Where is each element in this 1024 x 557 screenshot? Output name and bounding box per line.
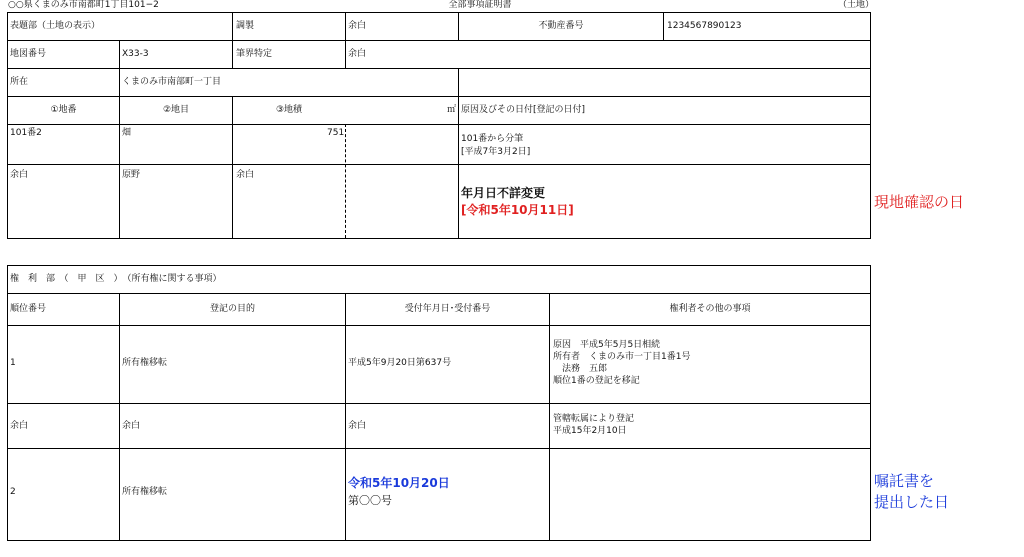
col-mokuteki: 登記の目的 (209, 304, 255, 314)
kenri-row3-uketsuke-no: 第〇〇号 (348, 494, 392, 507)
kenri-row2-mokuteki: 余白 (122, 421, 141, 431)
kenri-row1-uketsuke: 平成5年9月20日第637号 (348, 358, 452, 368)
hyodai-title: 表題部（土地の表示） (10, 21, 101, 31)
shozai-label: 所在 (10, 77, 29, 87)
col-chimoku: ②地目 (162, 105, 190, 115)
document-title: 全部事項証明書 (448, 0, 512, 10)
col-uketsuke: 受付年月日･受付番号 (404, 304, 491, 314)
row2-gen-in-2: [令和5年10月11日] (461, 203, 574, 217)
kenri-row2-uketsuke: 余白 (348, 421, 367, 431)
kenri-row1-juni: 1 (10, 358, 16, 368)
col-gen-in: 原因及びその日付[登記の日付] (461, 105, 586, 115)
kenri-row2-kenrisha: 管轄転属により登記 平成15年2月10日 (553, 414, 635, 436)
hikkai-value: 余白 (348, 49, 367, 59)
kenri-title: 権 利 部 （ 甲 区 ） （所有権に関する事項） (10, 274, 222, 284)
kenri-row2-juni: 余白 (10, 421, 29, 431)
chosei-label: 調製 (236, 21, 255, 31)
fudosan-value: 1234567890123 (667, 21, 742, 31)
row1-gen-in-1: 101番から分筆 (461, 134, 524, 144)
kenri-row1-mokuteki: 所有権移転 (122, 358, 168, 368)
land-tag: （土地） (838, 0, 875, 10)
row1-chimoku: 畑 (122, 128, 132, 138)
col-chiban: ①地番 (50, 105, 77, 115)
row1-gen-in-2: [平成7年3月2日] (461, 147, 531, 157)
fudosan-label: 不動産番号 (538, 21, 584, 31)
shozai-value: くまのみ市南部町一丁目 (122, 77, 222, 87)
chizu-value: X33-3 (122, 49, 149, 59)
row2-gen-in-1: 年月日不詳変更 (461, 186, 546, 200)
kenri-row3-mokuteki: 所有権移転 (122, 487, 168, 497)
chizu-label: 地図番号 (10, 49, 47, 59)
row2-chiban: 余白 (10, 170, 29, 180)
row2-chiseki: 余白 (236, 170, 255, 180)
hikkai-label: 筆界特定 (236, 49, 273, 59)
row2-chimoku: 原野 (122, 170, 141, 180)
chosei-value: 余白 (348, 21, 367, 31)
row1-chiseki: 751 (327, 128, 345, 138)
annotation-shokutaku-line2: 提出した日 (874, 493, 950, 511)
kenri-row3-juni: 2 (10, 487, 16, 497)
annotation-shokutaku-line1: 嘱託書を (874, 472, 935, 490)
row1-chiban: 101番2 (10, 128, 42, 138)
col-kenrisha: 権利者その他の事項 (669, 304, 751, 314)
header-address: ○○県くまのみ市南都町1丁目101−2 (8, 0, 159, 10)
col-chiseki: ③地積 (275, 105, 303, 115)
annotation-genchi-kakunin: 現地確認の日 (874, 193, 965, 211)
kenri-row1-kenrisha: 原因 平成5年5月5日相続 所有者 くまのみ市一丁目1番1号 法務 五郎 順位1番の登記を移記 (553, 340, 691, 386)
kenri-row3-uketsuke-date: 令和5年10月20日 (348, 476, 450, 490)
col-chiseki-unit: ㎡ (447, 105, 457, 115)
col-juni: 順位番号 (10, 304, 47, 314)
